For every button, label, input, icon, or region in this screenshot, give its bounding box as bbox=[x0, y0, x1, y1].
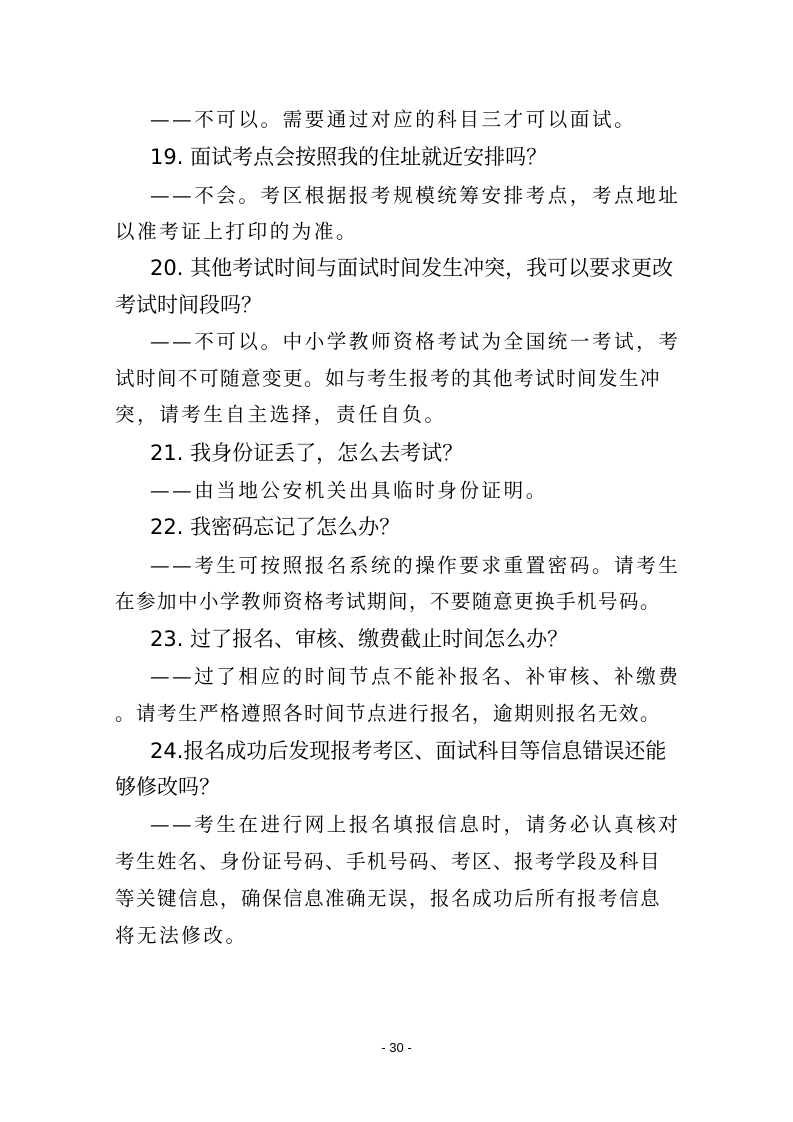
question-20-line-1: 20. 其他考试时间与面试时间发生冲突，我可以要求更改 bbox=[150, 256, 674, 280]
answer-21-line-1: ——由当地公安机关出具临时身份证明。 bbox=[150, 479, 548, 502]
answer-22-line-1: ——考生可按照报名系统的操作要求重置密码。请考生 bbox=[150, 554, 681, 577]
question-24-line-2: 够修改吗？ bbox=[115, 775, 220, 799]
question-21: 21. 我身份证丢了，怎么去考试？ bbox=[150, 441, 464, 465]
answer-20-line-1: ——不可以。中小学教师资格考试为全国统一考试，考 bbox=[150, 330, 681, 353]
question-23: 23. 过了报名、审核、缴费截止时间怎么办？ bbox=[150, 627, 569, 651]
question-24-line-1: 24.报名成功后发现报考考区、面试科目等信息错误还能 bbox=[150, 739, 667, 763]
question-19: 19. 面试考点会按照我的住址就近安排吗？ bbox=[150, 145, 548, 169]
question-20-line-2: 考试时间段吗？ bbox=[115, 293, 262, 317]
answer-19-line-1: ——不会。考区根据报考规模统筹安排考点，考点地址 bbox=[150, 184, 681, 207]
question-22: 22. 我密码忘记了怎么办？ bbox=[150, 515, 401, 539]
answer-20-line-3: 突，请考生自主选择，责任自负。 bbox=[115, 403, 447, 426]
answer-24-line-2: 考生姓名、身份证号码、手机号码、考区、报考学段及科目 bbox=[115, 850, 662, 873]
answer-18-line-1: ——不可以。需要通过对应的科目三才可以面试。 bbox=[150, 108, 637, 131]
answer-20-line-2: 试时间不可随意变更。如与考生报考的其他考试时间发生冲 bbox=[115, 367, 662, 390]
page-number: - 30 - bbox=[381, 1040, 412, 1055]
answer-24-line-3: 等关键信息，确保信息准确无误，报名成功后所有报考信息 bbox=[115, 887, 662, 910]
answer-24-line-4: 将无法修改。 bbox=[115, 924, 248, 947]
answer-19-line-2: 以准考证上打印的为准。 bbox=[115, 220, 359, 243]
answer-22-line-2: 在参加中小学教师资格考试期间，不要随意更换手机号码。 bbox=[115, 590, 662, 613]
answer-23-line-2: 。请考生严格遵照各时间节点进行报名，逾期则报名无效。 bbox=[115, 702, 662, 725]
answer-24-line-1: ——考生在进行网上报名填报信息时，请务必认真核对 bbox=[150, 813, 681, 836]
answer-23-line-1: ——过了相应的时间节点不能补报名、补审核、补缴费 bbox=[150, 665, 681, 688]
